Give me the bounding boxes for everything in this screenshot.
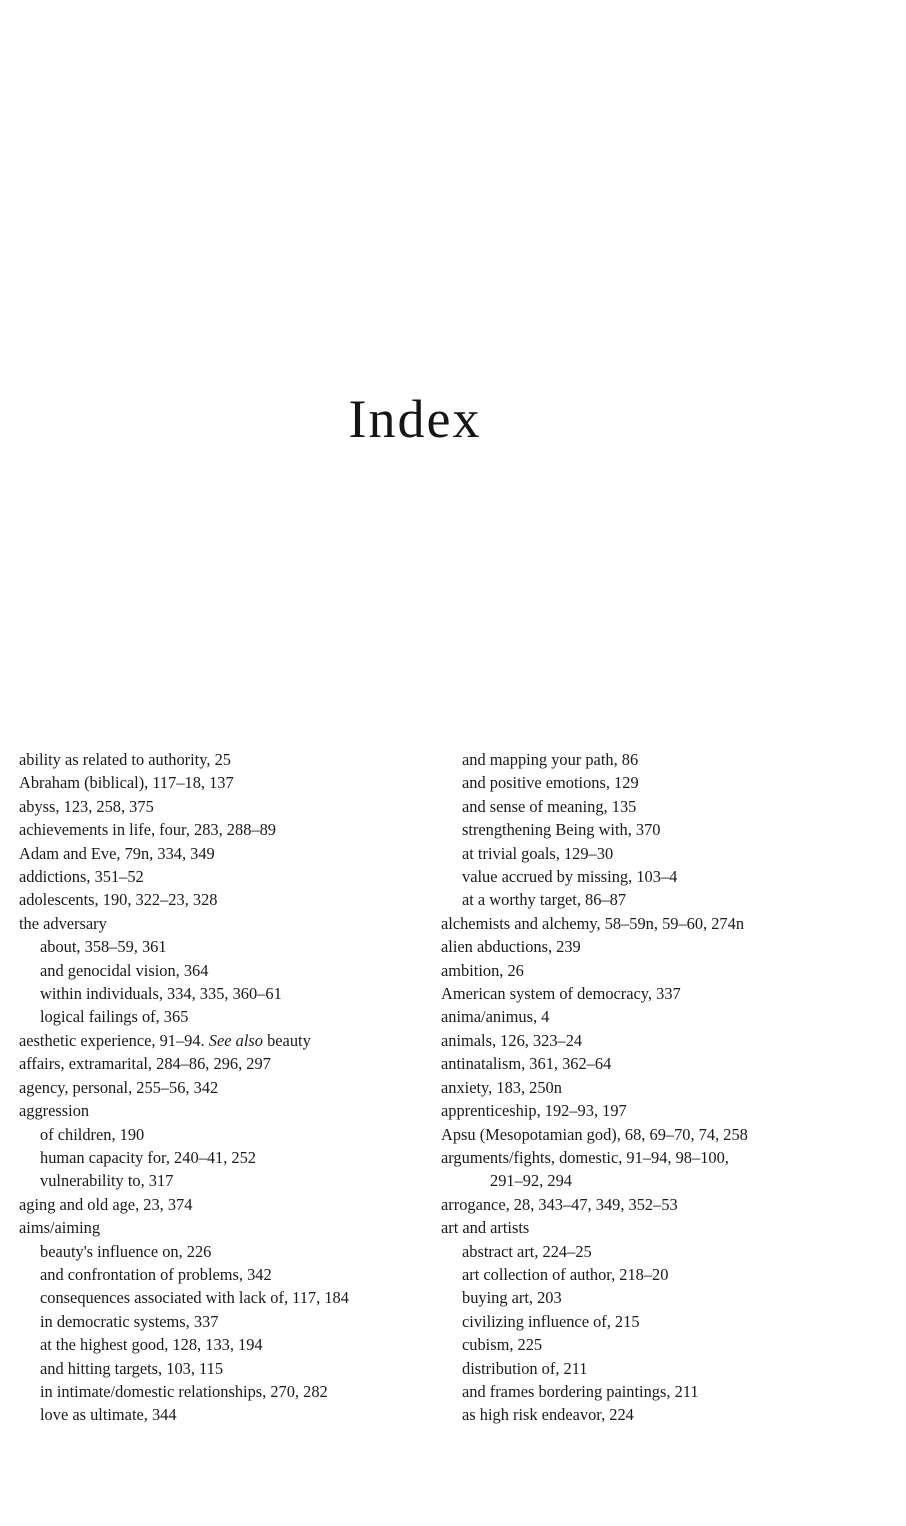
index-subentry: of children, 190 (40, 1124, 145, 1144)
index-entry: agency, personal, 255–56, 342 (19, 1077, 219, 1097)
see-also-label: See also (208, 1030, 263, 1050)
index-subentry: and positive emotions, 129 (462, 773, 639, 793)
index-entry: abyss, 123, 258, 375 (19, 796, 154, 816)
index-entry: adolescents, 190, 322–23, 328 (19, 890, 218, 910)
index-subentry: at the highest good, 128, 133, 194 (40, 1335, 263, 1355)
index-entry: ambition, 26 (441, 960, 524, 980)
index-subentry: and hitting targets, 103, 115 (40, 1358, 224, 1378)
index-subentry: love as ultimate, 344 (40, 1405, 177, 1425)
index-subentry: art collection of author, 218–20 (462, 1264, 669, 1284)
index-subentry: consequences associated with lack of, 117, 184 (40, 1288, 349, 1308)
index-subentry: in intimate/domestic relationships, 270, 282 (40, 1381, 328, 1401)
index-subentry: and frames bordering paintings, 211 (462, 1381, 699, 1401)
index-subentry: about, 358–59, 361 (40, 937, 167, 957)
index-subentry: logical failings of, 365 (40, 1007, 189, 1027)
index-entry: anxiety, 183, 250n (441, 1077, 562, 1097)
index-subentry: at a worthy target, 86–87 (462, 890, 627, 910)
index-subentry: and confrontation of problems, 342 (40, 1264, 272, 1284)
index-subentry: civilizing influence of, 215 (462, 1311, 640, 1331)
index-subentry: distribution of, 211 (462, 1358, 588, 1378)
index-subentry: and sense of meaning, 135 (462, 796, 637, 816)
index-entry: Apsu (Mesopotamian god), 68, 69–70, 74, 258 (441, 1124, 748, 1144)
index-subentry: 291–92, 294 (490, 1171, 572, 1191)
index-subentry: strengthening Being with, 370 (462, 820, 661, 840)
index-entry: achievements in life, four, 283, 288–89 (19, 820, 276, 840)
index-entry: aging and old age, 23, 374 (19, 1194, 193, 1214)
index-entry: aesthetic experience, 91–94. See also beauty (19, 1030, 311, 1050)
page-title: Index (348, 389, 482, 449)
index-entry: alchemists and alchemy, 58–59n, 59–60, 274n (441, 913, 745, 933)
index-subentry: abstract art, 224–25 (462, 1241, 592, 1261)
index-entry: art and artists (441, 1218, 530, 1238)
index-entry: aims/aiming (19, 1218, 101, 1238)
index-entry: Abraham (biblical), 117–18, 137 (19, 773, 234, 793)
index-entry: alien abductions, 239 (441, 937, 581, 957)
index-column-right (441, 748, 881, 1427)
index-entry: ability as related to authority, 25 (19, 750, 231, 769)
index-entry: animals, 126, 323–24 (441, 1030, 583, 1050)
index-entry: aggression (19, 1101, 90, 1121)
index-subentry: and mapping your path, 86 (462, 750, 639, 769)
index-subentry: value accrued by missing, 103–4 (462, 867, 678, 887)
index-subentry: in democratic systems, 337 (40, 1311, 219, 1331)
index-subentry: human capacity for, 240–41, 252 (40, 1147, 257, 1167)
index-subentry: cubism, 225 (462, 1335, 543, 1355)
index-entry: affairs, extramarital, 284–86, 296, 297 (19, 1054, 271, 1074)
index-entry: Adam and Eve, 79n, 334, 349 (19, 843, 215, 863)
index-column-left (19, 748, 419, 1427)
index-entry: arguments/fights, domestic, 91–94, 98–100, (441, 1147, 729, 1167)
index-entry: addictions, 351–52 (19, 867, 144, 887)
index-subentry: beauty's influence on, 226 (40, 1241, 212, 1261)
index-subentry: at trivial goals, 129–30 (462, 843, 614, 863)
index-subentry: vulnerability to, 317 (40, 1171, 174, 1191)
index-subentry: and genocidal vision, 364 (40, 960, 209, 980)
index-entry: apprenticeship, 192–93, 197 (441, 1101, 627, 1121)
index-subentry: as high risk endeavor, 224 (462, 1405, 634, 1425)
index-entry: the adversary (19, 913, 107, 933)
index-subentry: within individuals, 334, 335, 360–61 (40, 984, 282, 1004)
see-also-target: beauty (267, 1030, 311, 1050)
index-entry: American system of democracy, 337 (441, 984, 681, 1004)
index-entry: antinatalism, 361, 362–64 (441, 1054, 612, 1074)
index-subentry: buying art, 203 (462, 1288, 562, 1308)
index-entry: anima/animus, 4 (441, 1007, 550, 1027)
index-entry: arrogance, 28, 343–47, 349, 352–53 (441, 1194, 678, 1214)
